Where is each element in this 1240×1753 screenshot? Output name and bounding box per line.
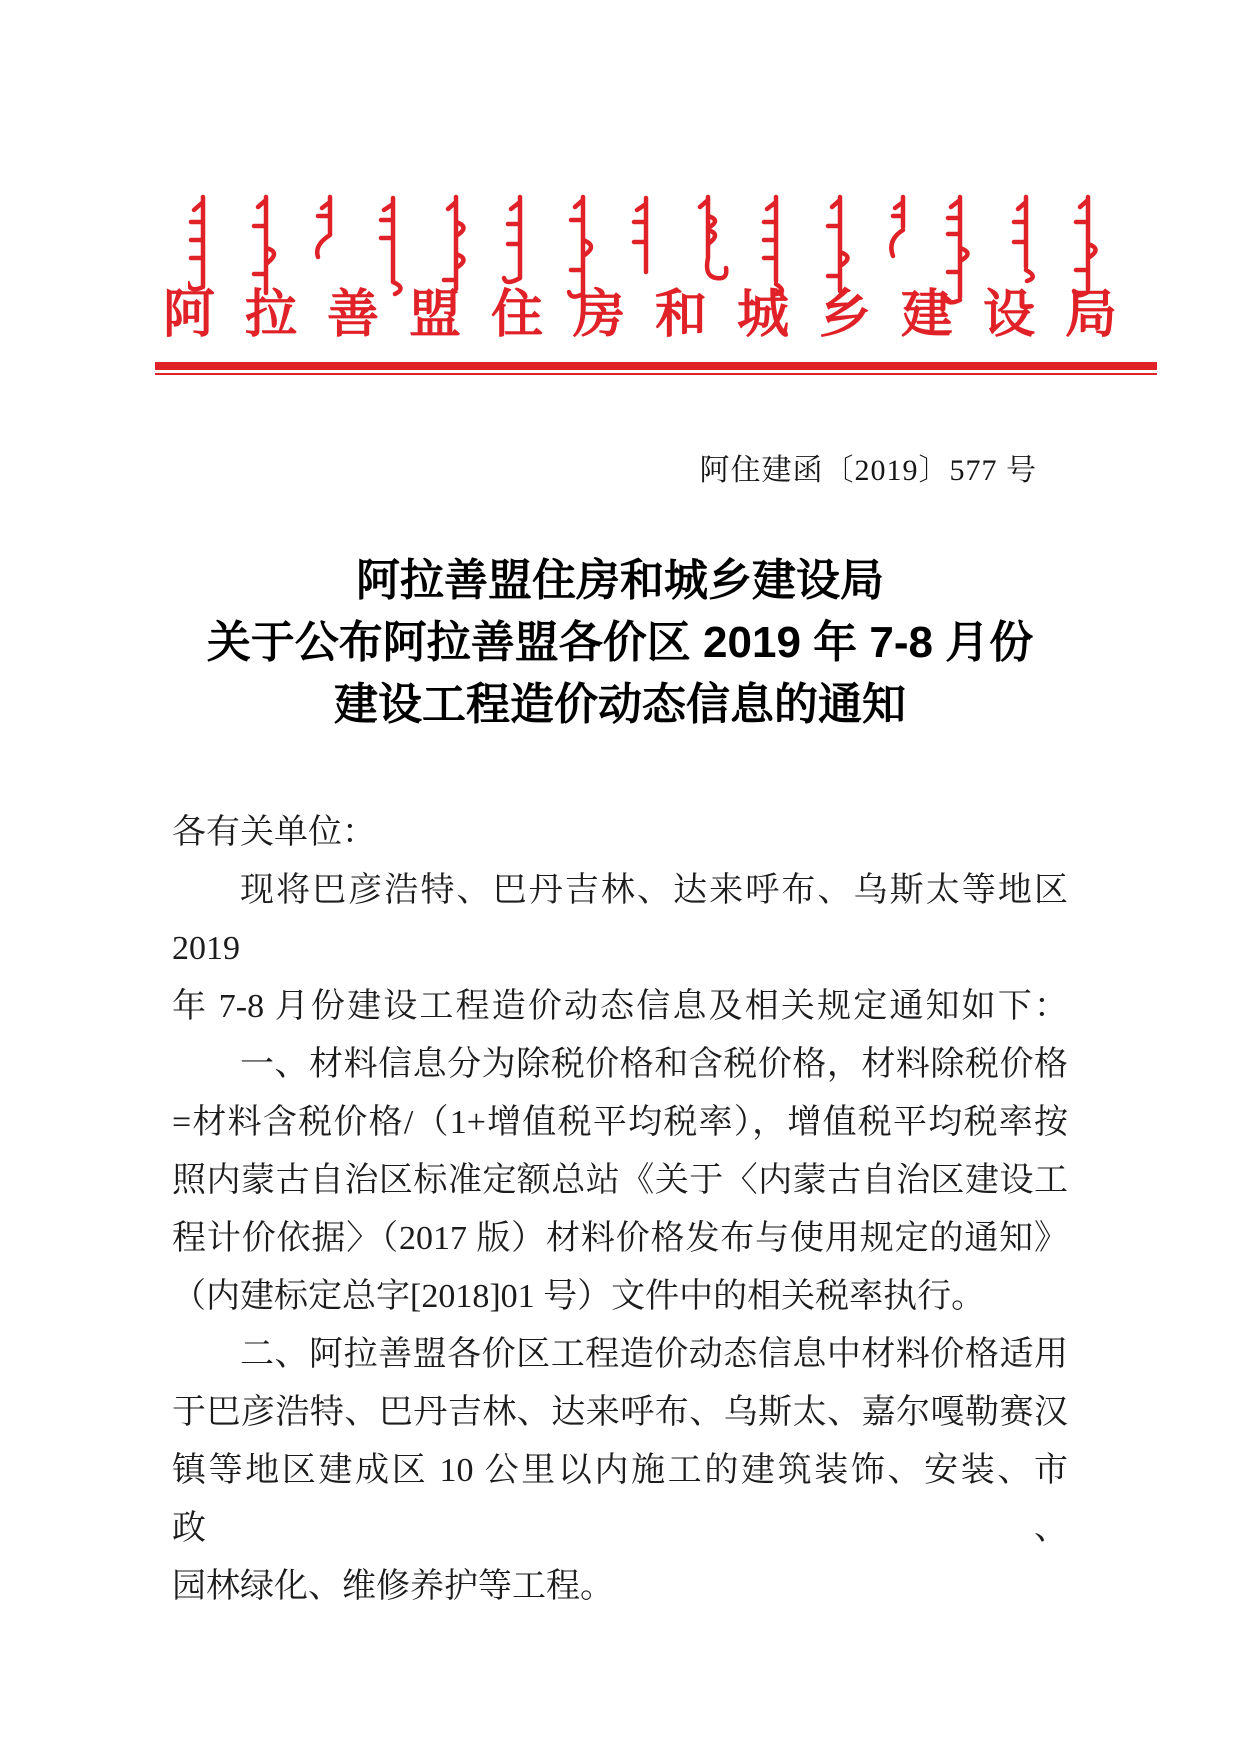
title-line-1: 阿拉善盟住房和城乡建设局 xyxy=(356,556,884,605)
letterhead-divider xyxy=(155,362,1157,375)
body-line: 于巴彦浩特、巴丹吉林、达来呼布、乌斯太、嘉尔嘎勒赛汉 xyxy=(172,1394,1068,1431)
body-line: 照内蒙古自治区标准定额总站《关于〈内蒙古自治区建设工 xyxy=(172,1162,1068,1199)
body-line: 二、阿拉善盟各价区工程造价动态信息中材料价格适用 xyxy=(240,1336,1068,1373)
body-line: 各有关单位： xyxy=(172,814,376,851)
title-line-2: 关于公布阿拉善盟各价区 2019 年 7-8 月份 xyxy=(206,618,1034,667)
body-line: 一、材料信息分为除税价格和含税价格，材料除税价格 xyxy=(240,1046,1068,1083)
title-line-3: 建设工程造价动态信息的通知 xyxy=(334,680,906,729)
divider-thin-line xyxy=(155,373,1157,375)
letterhead-org-name: 阿拉善盟住房和城乡建设局 xyxy=(163,287,1148,344)
document-title xyxy=(0,550,1240,736)
body-line: 程计价依据〉（2017 版）材料价格发布与使用规定的通知》 xyxy=(172,1220,1068,1257)
body-line: （内建标定总字[2018]01 号）文件中的相关税率执行。 xyxy=(172,1278,986,1315)
body-line: 现将巴彦浩特、巴丹吉林、达来呼布、乌斯太等地区 2019 xyxy=(172,872,1068,967)
document-body xyxy=(172,804,1068,1616)
body-line: 年 7-8 月份建设工程造价动态信息及相关规定通知如下： xyxy=(172,988,1068,1025)
document-number: 阿住建函〔2019〕577 号 xyxy=(699,454,1037,487)
body-line: 园林绿化、维修养护等工程。 xyxy=(172,1568,614,1605)
body-line: =材料含税价格/（1+增值税平均税率），增值税平均税率按 xyxy=(172,1104,1068,1141)
divider-thick-line xyxy=(155,362,1157,370)
body-line: 镇等地区建成区 10 公里以内施工的建筑装饰、安装、市政、 xyxy=(172,1452,1068,1547)
